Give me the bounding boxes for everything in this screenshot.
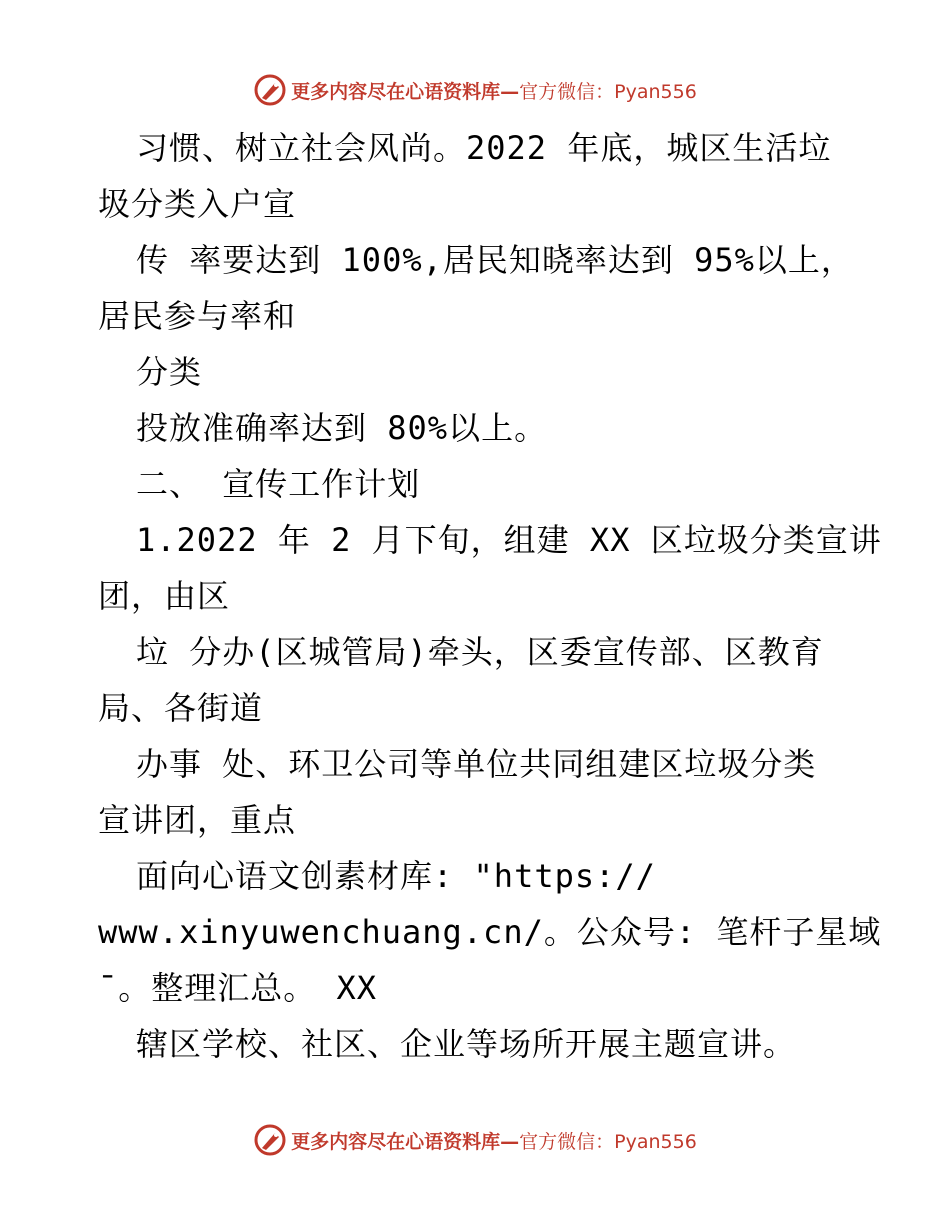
text-line: 投放准确率达到 80%以上。	[136, 409, 548, 447]
banner-main-text: 更多内容尽在心语资料库—	[291, 80, 520, 103]
pen-nib-logo-icon	[253, 73, 287, 107]
text-line: 团，由区	[98, 577, 231, 615]
text-line: 传 率要达到 100%,居民知晓率达到 95%以上，	[136, 241, 854, 279]
text-line: 面向心语文创素材库: "https://	[136, 857, 656, 895]
document-body	[98, 120, 882, 1072]
banner-wechat-text: 官方微信：Pyan556	[519, 80, 697, 103]
text-line: 局、各街道	[98, 689, 264, 727]
text-line: 居民参与率和	[98, 297, 297, 335]
text-line: 垃 分办(区城管局)牵头，区委宣传部、区教育	[136, 633, 824, 671]
pen-nib-logo-icon	[253, 1123, 287, 1157]
text-line: www.xinyuwenchuang.cn/。公众号: 笔杆子星域	[98, 913, 882, 951]
section-heading: 二、 宣传工作计划	[136, 465, 421, 503]
text-line: 习惯、树立社会风尚。2022 年底，城区生活垃	[136, 129, 832, 167]
text-line: 辖区学校、社区、企业等场所开展主题宣讲。	[136, 1025, 797, 1063]
text-line: 宣讲团，重点	[98, 801, 297, 839]
banner-main-text: 更多内容尽在心语资料库—	[291, 1130, 520, 1153]
text-line: 办事 处、环卫公司等单位共同组建区垃圾分类	[136, 745, 817, 783]
banner-wechat-text: 官方微信：Pyan556	[519, 1130, 697, 1153]
header-watermark-banner	[0, 70, 950, 110]
text-line: ¯。整理汇总。 XX	[98, 969, 378, 1007]
footer-watermark-banner	[0, 1120, 950, 1160]
text-line: 圾分类入户宣	[98, 185, 297, 223]
text-line: 分类	[136, 353, 203, 391]
text-line: 1.2022 年 2 月下旬，组建 XX 区垃圾分类宣讲	[136, 521, 882, 559]
